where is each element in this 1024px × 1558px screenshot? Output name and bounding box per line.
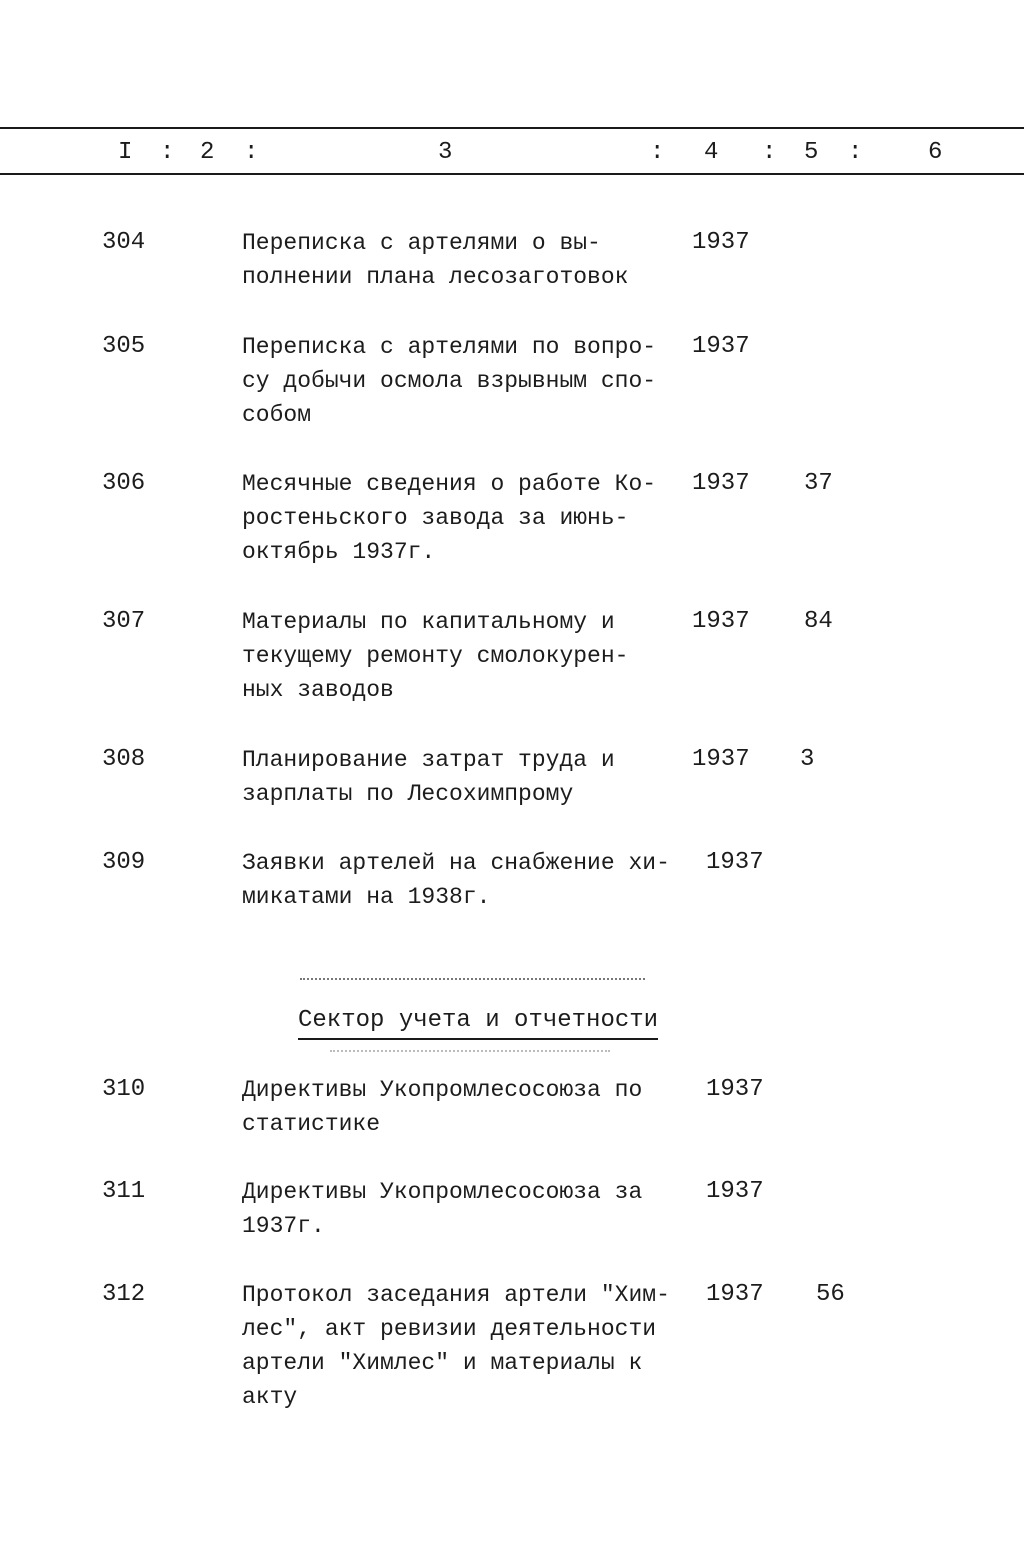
row-title: Переписка с артелями по вопро- су добычи осмола взрывным спо- собом (242, 334, 657, 428)
header-sep: : (160, 139, 175, 166)
row-number: 311 (102, 1178, 146, 1205)
row-title: Директивы Укопромлесосоюза за 1937г. (242, 1179, 643, 1239)
header-sep: : (762, 139, 777, 166)
header-sep: : (244, 139, 259, 166)
header-col-6: 6 (928, 139, 943, 166)
row-title: Заявки артелей на снабжение хи- микатами на 1938г. (242, 850, 670, 910)
row-pages: 3 (800, 746, 815, 773)
section-separator (300, 978, 645, 980)
row-number: 306 (102, 470, 146, 497)
row-pages: 84 (804, 608, 833, 635)
row-number: 310 (102, 1076, 146, 1103)
row-title: Месячные сведения о работе Ко- ростеньского завода за июнь- октябрь 1937г. (242, 471, 657, 565)
row-year: 1937 (706, 849, 764, 876)
row-year: 1937 (692, 470, 750, 497)
row-title: Планирование затрат труда и зарплаты по Лесохимпрому (242, 747, 615, 807)
header-col-5: 5 (804, 139, 819, 166)
row-title: Переписка с артелями о вы- полнении плана лесозаготовок (242, 230, 629, 290)
row-title: Протокол заседания артели "Хим- лес", акт ревизии деятельности артели "Химлес" и материалы к акту (242, 1282, 670, 1410)
row-number: 305 (102, 333, 146, 360)
header-bottom-rule (0, 173, 1024, 175)
header-top-rule (0, 127, 1024, 129)
row-year: 1937 (706, 1281, 764, 1308)
row-pages: 37 (804, 470, 833, 497)
section-underline-dots (330, 1050, 610, 1052)
row-title: Директивы Укопромлесосоюза по статистике (242, 1077, 643, 1137)
section-title: Сектор учета и отчетности (298, 1006, 658, 1040)
row-year: 1937 (706, 1178, 764, 1205)
row-year: 1937 (692, 608, 750, 635)
row-year: 1937 (706, 1076, 764, 1103)
header-sep: : (650, 139, 665, 166)
row-title: Материалы по капитальному и текущему ремонту смолокурен- ных заводов (242, 609, 629, 703)
row-number: 304 (102, 229, 146, 256)
header-col-3: 3 (438, 139, 453, 166)
row-year: 1937 (692, 333, 750, 360)
header-sep: : (848, 139, 863, 166)
row-number: 308 (102, 746, 146, 773)
row-number: 312 (102, 1281, 146, 1308)
row-pages: 56 (816, 1281, 845, 1308)
row-year: 1937 (692, 229, 750, 256)
header-col-1: I (118, 139, 133, 166)
header-col-2: 2 (200, 139, 215, 166)
row-number: 309 (102, 849, 146, 876)
header-col-4: 4 (704, 139, 719, 166)
row-year: 1937 (692, 746, 750, 773)
row-number: 307 (102, 608, 146, 635)
